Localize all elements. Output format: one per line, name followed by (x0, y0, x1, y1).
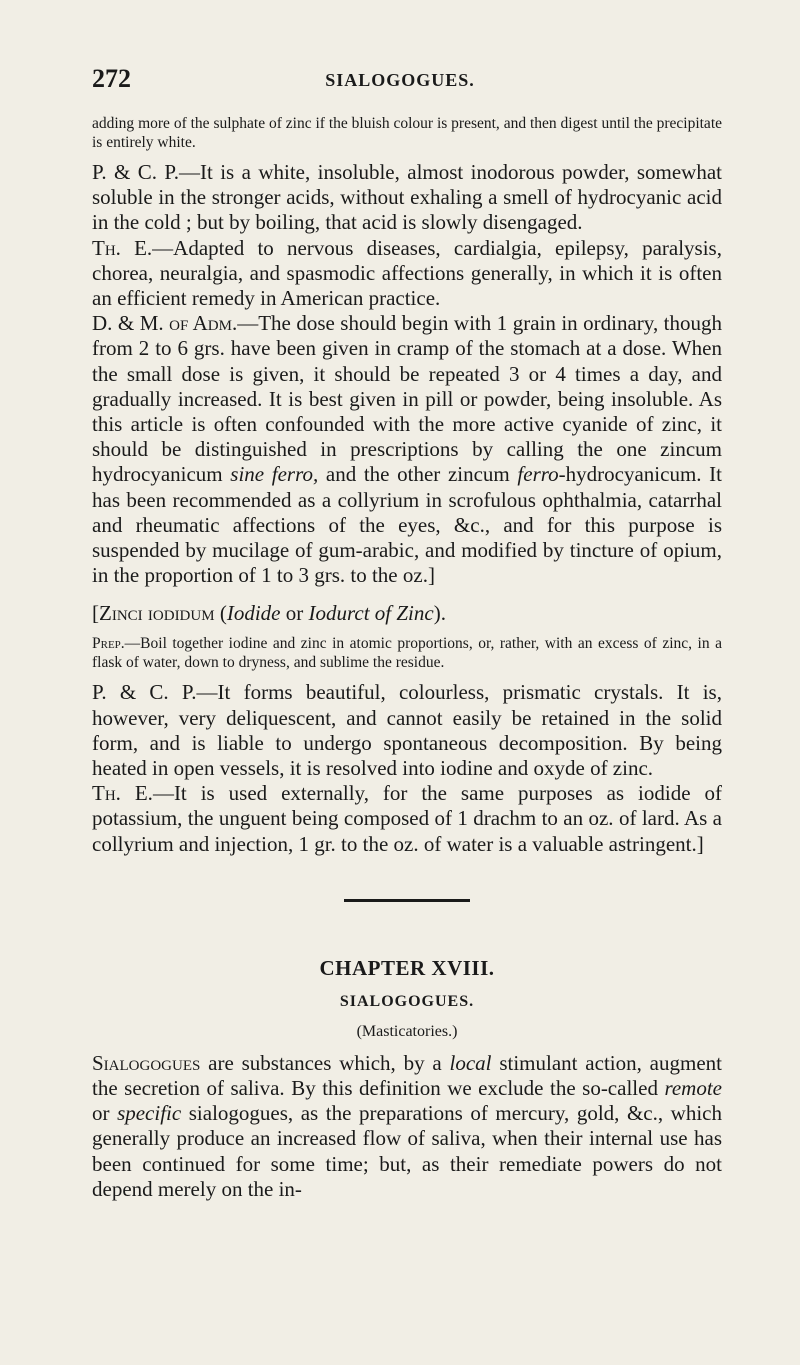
dose-label: D. & M. of Adm. (92, 311, 238, 336)
iodide-therapeutic-label: Th. E. (92, 781, 153, 806)
chapter-lead: Sialogogues (92, 1050, 201, 1075)
page-number: 272 (92, 64, 131, 93)
dose-paragraph: D. & M. of Adm.—The dose should begin with 1 grain in ordinary, though from 2 to 6 grs. have been given in cramp of the stomach at a dose. When the small dose is given, it should be repeated 3 or 4 times a day, and gradually increased. It is best given in pill or powder, being insoluble. As this article is often confounded with the more active cyanide of zinc, it should be distinguished in prescriptions by calling the one zincum hydrocyanicum sine ferro, and the other zincum ferro-hydrocyanicum. It has been recommended as a collyrium in scrofulous ophthalmia, catarrhal and rheumatic affections of the eyes, &c., and for this purpose is suspended by mucilage of gum-arabic, and modified by tincture of opium, in the proportion of 1 to 3 grs. to the oz.] (92, 311, 723, 588)
continued-paragraph: adding more of the sulphate of zinc if the bluish colour is present, and then digest until the precipitate is entirely white. (92, 115, 722, 151)
therapeutic-label: Th. E. (92, 235, 153, 260)
chapter-subtitle: SIALOGOGUES. (339, 992, 475, 1010)
iodide-properties-paragraph: P. & C. P.—It forms beautiful, colourless, prismatic crystals. It is, however, very deliquescent, and cannot easily be retained in the solid form, and is liable to undergo spontaneous decomposition. By being heated in open vessels, it is resolved into iodine and oxyde of zinc. (92, 680, 722, 781)
therapeutic-paragraph: Th. E.—Adapted to nervous diseases, cardialgia, epilepsy, paralysis, chorea, neuralgia, and spasmodic affections generally, in which it is often an efficient remedy in American practice. (92, 235, 722, 311)
iodide-properties-label: P. & C. P. (92, 680, 197, 705)
iodide-therapeutic-paragraph: Th. E.—It is used externally, for the same purposes as iodide of potassium, the unguent being composed of 1 drachm to an oz. of lard. As a collyrium and injection, 1 gr. to the oz. of water is a valuable astringent.] (92, 781, 722, 856)
properties-label: P. & C. P. (92, 160, 179, 184)
chapter-title: CHAPTER XVIII. (319, 955, 495, 980)
iodide-heading: [Zinci iodidum (Iodide or Iodurct of Zinc). (92, 601, 446, 626)
preparation-paragraph: Prep.—Boil together iodine and zinc in atomic proportions, or, rather, with an excess of zinc, in a flask of water, down to dryness, and sublime the residue. (92, 635, 722, 672)
chapter-paragraph: Sialogogues are substances which, by a local stimulant action, augment the secretion of saliva. By this definition we exclude the so-called remote or specific sialogogues, as the preparations of mercury, gold, &c., which generally produce an increased flow of saliva, when their internal use has been continued for some time; but, as their remediate powers do not depend merely on the in- (92, 1050, 722, 1201)
section-rule (344, 899, 470, 902)
preparation-label: Prep. (92, 635, 125, 653)
chapter-note: (Masticatories.) (356, 1022, 458, 1040)
running-head (0, 64, 800, 96)
running-title: SIALOGOGUES. (325, 70, 475, 90)
page-text (92, 114, 722, 1202)
properties-paragraph: P. & C. P.—It is a white, insoluble, almost inodorous powder, somewhat soluble in the stronger acids, without exhaling a smell of hydrocyanic acid in the cold ; but by boiling, that acid is slowly disengaged. (92, 160, 722, 235)
